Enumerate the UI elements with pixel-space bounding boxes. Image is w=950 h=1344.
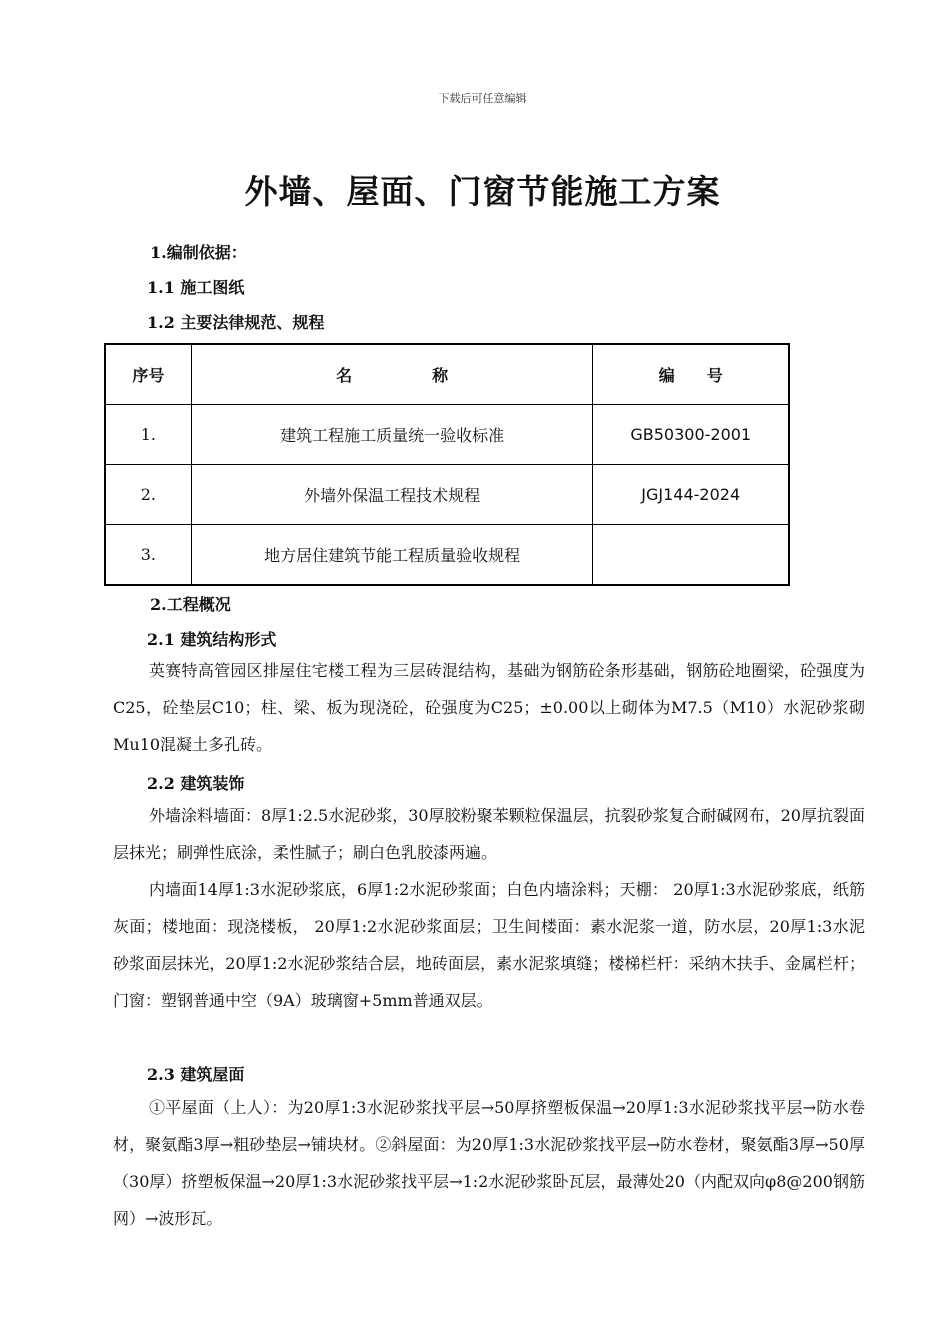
table-row (105, 405, 789, 465)
row-name: 外墙外保温工程技术规程 (191, 465, 593, 525)
table-row (105, 465, 789, 525)
table-row (105, 525, 789, 586)
document-title: 外墙、屋面、门窗节能施工方案 (244, 172, 721, 211)
row-no: 1. (105, 405, 191, 465)
section-1-1-heading: 1.1 施工图纸 (147, 278, 245, 297)
section-2-2-heading: 2.2 建筑装饰 (147, 774, 245, 793)
standards-table (104, 343, 790, 586)
paragraph-interior: 内墙面14厚1:3水泥砂浆底，6厚1:2水泥砂浆面；白色内墙涂料；天棚： 20厚1:3水泥砂浆底，纸筋灰面；楼地面：现浇楼板， 20厚1:2水泥砂浆面层；卫生间楼面：素水泥浆一道，防水层，20厚1:3水泥砂浆面层抹光，20厚1:2水泥砂浆结合层，地砖面层，素水泥浆填缝；楼梯栏杆：采纳木扶手、金属栏杆；门窗：塑钢普通中空（9A）玻璃窗+5mm普通双层。 (113, 880, 865, 1010)
row-code: GB50300-2001 (593, 405, 789, 465)
row-code (593, 525, 789, 586)
section-2-3-heading: 2.3 建筑屋面 (147, 1065, 245, 1084)
section-2-1-heading: 2.1 建筑结构形式 (147, 630, 277, 649)
section-1-2-heading: 1.2 主要法律规范、规程 (147, 313, 325, 332)
row-no: 2. (105, 465, 191, 525)
row-name: 地方居住建筑节能工程质量验收规程 (191, 525, 593, 586)
row-code: JGJ144-2024 (593, 465, 789, 525)
table-header-row (105, 344, 789, 405)
section-1-heading: 1.编制依据： (150, 243, 247, 262)
section-2-heading: 2.工程概况 (150, 595, 231, 614)
header-name: 名 称 (191, 344, 593, 405)
paragraph-roof: ①平屋面（上人）：为20厚1:3水泥砂浆找平层→50厚挤塑板保温→20厚1:3水泥砂浆找平层→防水卷材，聚氨酯3厚→粗砂垫层→铺块材。②斜屋面：为20厚1:3水泥砂浆找平层→防水卷材，聚氨酯3厚→50厚（30厚）挤塑板保温→20厚1:3水泥砂浆找平层→1:2水泥砂浆卧瓦层，最薄处20（内配双向φ8@200钢筋网）→波形瓦。 (113, 1098, 865, 1228)
row-name: 建筑工程施工质量统一验收标准 (191, 405, 593, 465)
paragraph-exterior-wall: 外墙涂料墙面：8厚1:2.5水泥砂浆，30厚胶粉聚苯颗粒保温层，抗裂砂浆复合耐碱网布，20厚抗裂面层抹光；刷弹性底涂，柔性腻子；刷白色乳胶漆两遍。 (113, 806, 865, 862)
header-no: 序号 (105, 344, 191, 405)
row-no: 3. (105, 525, 191, 586)
header-note: 下载后可任意编辑 (438, 92, 527, 105)
header-code: 编 号 (593, 344, 789, 405)
paragraph-structure: 英赛特高管园区排屋住宅楼工程为三层砖混结构，基础为钢筋砼条形基础，钢筋砼地圈梁，砼强度为C25，砼垫层C10；柱、梁、板为现浇砼，砼强度为C25；±0.00以上砌体为M7.5（M10）水泥砂浆砌Mu10混凝土多孔砖。 (113, 661, 865, 754)
